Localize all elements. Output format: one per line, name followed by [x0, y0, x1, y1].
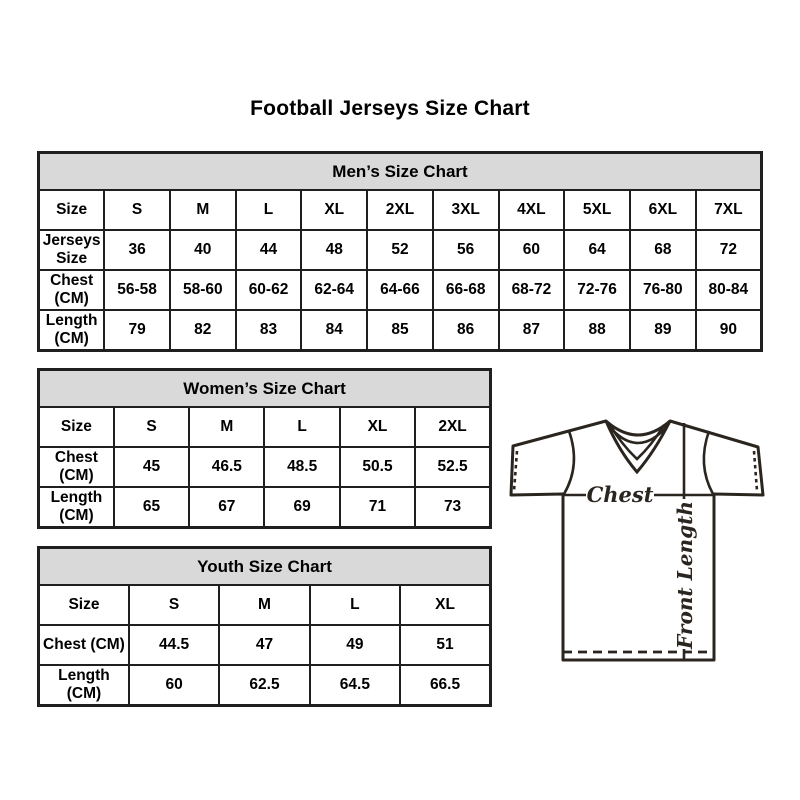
cell-value: 6XL	[630, 190, 696, 230]
cell-value: 51	[400, 625, 490, 665]
page-title: Football Jerseys Size Chart	[250, 97, 530, 120]
cell-value: 48	[301, 230, 367, 270]
cell-value: 47	[219, 625, 309, 665]
cell-value: L	[236, 190, 302, 230]
cell-value: 60	[129, 665, 219, 706]
cell-value: 45	[114, 447, 189, 487]
cell-value: 4XL	[499, 190, 565, 230]
row-label: Chest (CM)	[39, 447, 114, 487]
cell-value: 52	[367, 230, 433, 270]
cell-value: 69	[264, 487, 339, 528]
jersey-measurement-diagram	[503, 403, 773, 673]
row-label: Size	[39, 585, 129, 625]
cell-value: M	[219, 585, 309, 625]
row-label: Jerseys Size	[39, 230, 105, 270]
cell-value: 7XL	[696, 190, 762, 230]
cell-value: 50.5	[340, 447, 415, 487]
cell-value: 90	[696, 310, 762, 351]
cell-value: 79	[104, 310, 170, 351]
cell-value: M	[170, 190, 236, 230]
cell-value: 5XL	[564, 190, 630, 230]
cell-value: 72-76	[564, 270, 630, 310]
cell-value: 87	[499, 310, 565, 351]
cell-value: L	[264, 407, 339, 447]
cell-value: 66.5	[400, 665, 490, 706]
cell-value: L	[310, 585, 400, 625]
table-row	[39, 230, 762, 270]
cell-value: 88	[564, 310, 630, 351]
cell-value: 3XL	[433, 190, 499, 230]
cell-value: 76-80	[630, 270, 696, 310]
cell-value: 68-72	[499, 270, 565, 310]
row-label: Size	[39, 407, 114, 447]
cell-value: 64-66	[367, 270, 433, 310]
row-label: Length (CM)	[39, 310, 105, 351]
cell-value: XL	[340, 407, 415, 447]
table-title-row	[39, 370, 491, 408]
cell-value: 80-84	[696, 270, 762, 310]
table-row	[39, 665, 491, 706]
cell-value: 65	[114, 487, 189, 528]
youth-size-chart-table	[37, 546, 492, 707]
cell-value: 68	[630, 230, 696, 270]
table-row	[39, 310, 762, 351]
cell-value: S	[129, 585, 219, 625]
cell-value: 56-58	[104, 270, 170, 310]
mens-table-title: Men’s Size Chart	[39, 153, 762, 191]
cell-value: 89	[630, 310, 696, 351]
jersey-chest-label: Chest	[586, 482, 654, 507]
cell-value: 2XL	[415, 407, 490, 447]
row-label: Chest (CM)	[39, 270, 105, 310]
cell-value: 60	[499, 230, 565, 270]
cell-value: 52.5	[415, 447, 490, 487]
cell-value: XL	[301, 190, 367, 230]
cell-value: 44.5	[129, 625, 219, 665]
cell-value: 44	[236, 230, 302, 270]
cell-value: 46.5	[189, 447, 264, 487]
cell-value: 85	[367, 310, 433, 351]
jersey-outline	[511, 421, 763, 660]
cell-value: 66-68	[433, 270, 499, 310]
cell-value: 49	[310, 625, 400, 665]
table-title-row	[39, 548, 491, 586]
cell-value: 56	[433, 230, 499, 270]
cell-value: 58-60	[170, 270, 236, 310]
row-label: Length (CM)	[39, 665, 129, 706]
table-row	[39, 270, 762, 310]
mens-size-chart-table	[37, 151, 763, 352]
row-label: Chest (CM)	[39, 625, 129, 665]
jersey-front-length-label: Front Length	[673, 497, 697, 649]
cell-value: 36	[104, 230, 170, 270]
cell-value: M	[189, 407, 264, 447]
table-row	[39, 625, 491, 665]
cell-value: 71	[340, 487, 415, 528]
table-row	[39, 447, 491, 487]
cell-value: 64	[564, 230, 630, 270]
row-label: Length (CM)	[39, 487, 114, 528]
cell-value: 2XL	[367, 190, 433, 230]
row-label: Size	[39, 190, 105, 230]
cell-value: 48.5	[264, 447, 339, 487]
cell-value: XL	[400, 585, 490, 625]
table-title-row	[39, 153, 762, 191]
cell-value: 64.5	[310, 665, 400, 706]
womens-table-title: Women’s Size Chart	[39, 370, 491, 408]
cell-value: S	[104, 190, 170, 230]
cell-value: 62.5	[219, 665, 309, 706]
cell-value: 60-62	[236, 270, 302, 310]
cell-value: 62-64	[301, 270, 367, 310]
table-row	[39, 407, 491, 447]
cell-value: 84	[301, 310, 367, 351]
cell-value: 40	[170, 230, 236, 270]
cell-value: 86	[433, 310, 499, 351]
table-row	[39, 585, 491, 625]
youth-table-title: Youth Size Chart	[39, 548, 491, 586]
cell-value: 82	[170, 310, 236, 351]
table-row	[39, 190, 762, 230]
cell-value: 72	[696, 230, 762, 270]
womens-size-chart-table	[37, 368, 492, 529]
cell-value: 73	[415, 487, 490, 528]
cell-value: 83	[236, 310, 302, 351]
cell-value: S	[114, 407, 189, 447]
table-row	[39, 487, 491, 528]
cell-value: 67	[189, 487, 264, 528]
